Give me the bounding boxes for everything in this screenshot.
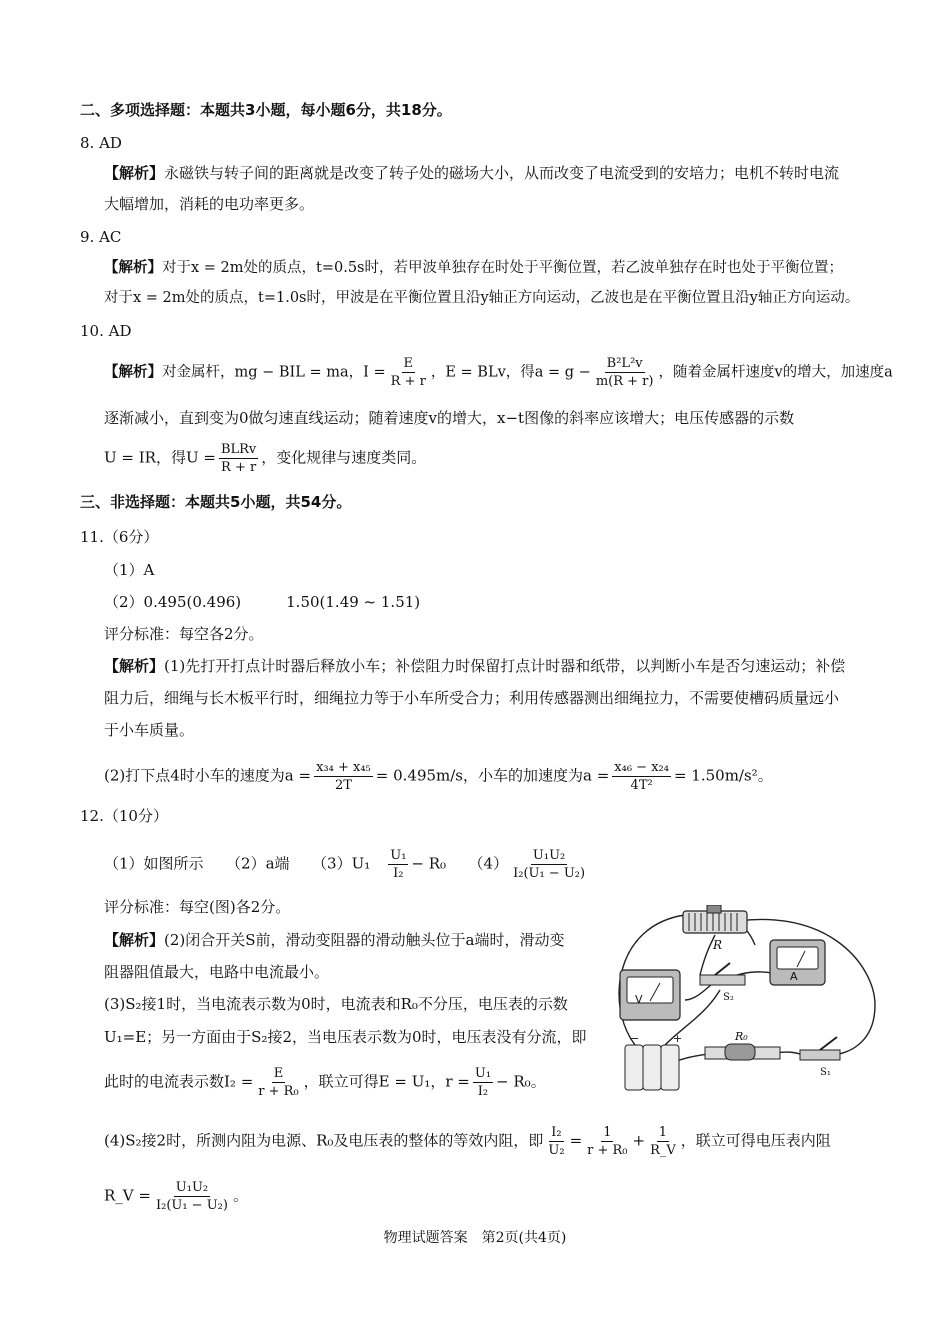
q10-analysis-line-3 — [104, 442, 426, 475]
q12-text-5b: ，联立可得E = U₁，r = — [303, 1072, 470, 1091]
resistor-r0 — [705, 1044, 780, 1060]
q10-text-1a: 对金属杆，mg − BIL = ma，I = — [162, 364, 386, 381]
q12-text-5c: − R₀。 — [496, 1072, 546, 1091]
analysis-tag: 【解析】 — [104, 260, 162, 276]
q9-answer: 9. AC — [80, 228, 122, 246]
q11-text-4b: = 0.495m/s，小车的加速度为a = — [375, 766, 610, 785]
q11-analysis-line-2: 阻力后，细绳与长木板平行时，细绳拉力等于小车所受合力；利用传感器测出细绳拉力，不需要使槽码质量远小 — [104, 689, 840, 707]
q10-analysis-line-2: 逐渐减小，直到变为0做匀速直线运动；随着速度v的增大，x−t图像的斜率应该增大；电压传感器的示数 — [104, 409, 795, 427]
q12-text-7b: 。 — [232, 1186, 248, 1205]
analysis-tag: 【解析】 — [104, 364, 162, 381]
label-R: R — [713, 938, 723, 952]
section-2-title: 二、多项选择题：本题共3小题，每小题6分，共18分。 — [80, 101, 452, 119]
q11-analysis-line-3: 于小车质量。 — [104, 721, 195, 739]
q12-analysis-line-1 — [104, 930, 565, 950]
q9-text-1: 对于x = 2m处的质点，t=0.5s时，若甲波单独存在时处于平衡位置，若乙波单独存在时也处于平衡位置； — [162, 260, 843, 276]
fraction: $\frac{E}{R + r}$ — [390, 356, 426, 389]
rheostat — [683, 905, 747, 933]
fraction: $\frac{1}{\text{r + R₀}}$ — [587, 1125, 628, 1158]
q8-text-1: 永磁铁与转子间的距离就是改变了转子处的磁场大小，从而改变了电流受到的安培力；电机不转时电流 — [164, 164, 840, 182]
fraction: $\frac{\text{B²L²v}}{m(R + r)}$ — [595, 356, 654, 389]
fraction: $\frac{\text{I₂}}{\text{U₂}}$ — [548, 1125, 565, 1158]
fraction: $\frac{\text{U₁U₂}}{\text{I₂(U₁ − U₂)}}$ — [155, 1180, 228, 1213]
q12-score: 评分标准：每空(图)各2分。 — [104, 898, 291, 916]
q12-answer-text: （1）如图所示 （2）a端 （3）U₁ — [104, 854, 386, 873]
fraction: $\frac{\text{U₁}}{\text{I₂}}$ — [474, 1066, 492, 1099]
q12-answers — [104, 848, 590, 881]
q12-text-7a: R_V = — [104, 1186, 151, 1205]
q9-analysis-line-1 — [104, 258, 843, 278]
switch-s2 — [700, 963, 745, 985]
q8-analysis-line-2: 大幅增加，消耗的电功率更多。 — [104, 195, 315, 213]
q10-text-3b: ，变化规律与速度类同。 — [261, 448, 427, 467]
q10-answer: 10. AD — [80, 322, 132, 340]
label-plus: + — [673, 1032, 683, 1045]
q11-analysis-line-1 — [104, 656, 845, 676]
q12-head: 12.（10分） — [80, 807, 168, 825]
q12-text-1: (2)闭合开关S前，滑动变阻器的滑动触头位于a端时，滑动变 — [164, 931, 565, 949]
label-S2: S₂ — [723, 992, 734, 1003]
q11-answer-2: （2）0.495(0.496) 1.50(1.49 ~ 1.51) — [104, 593, 421, 611]
q11-text-4a: (2)打下点4时小车的速度为a = — [104, 766, 312, 785]
q12-analysis-line-2: 阻器阻值最大，电路中电流最小。 — [104, 963, 330, 981]
q12-text-6b: = — [569, 1131, 583, 1150]
label-R0: R₀ — [735, 1030, 748, 1043]
fraction: $\frac{\text{x₄₆ − x₂₄}}{\text{4T²}}$ — [614, 760, 669, 793]
q10-text-1b: ，E = BLv，得a = g − — [430, 364, 591, 381]
q12-text-5a: 此时的电流表示数I₂ = — [104, 1072, 254, 1091]
switch-s1 — [800, 1037, 840, 1060]
fraction: $\frac{\text{BLRv}}{R + r}$ — [220, 442, 257, 475]
label-V: V — [635, 993, 643, 1006]
page-footer: 物理试题答案 第2页(共4页) — [383, 1230, 567, 1246]
q9-analysis-line-2: 对于x = 2m处的质点，t=1.0s时，甲波是在平衡位置且沿y轴正方向运动，乙波也是在平衡位置且沿y轴正方向运动。 — [104, 290, 860, 306]
circuit-diagram — [605, 905, 880, 1100]
q10-analysis-line-1 — [104, 356, 893, 389]
fraction: $\frac{\text{x₃₄ + x₄₅}}{2T}$ — [316, 760, 371, 793]
section-3-title: 三、非选择题：本题共5小题，共54分。 — [80, 493, 352, 511]
q11-answer-1: （1）A — [104, 561, 155, 579]
q12-analysis-line-5 — [104, 1066, 546, 1099]
q12-text-6c: + — [632, 1131, 646, 1150]
q12-analysis-line-4: U₁=E；另一方面由于S₂接2，当电压表示数为0时，电压表没有分流，即 — [104, 1028, 587, 1046]
q10-text-1c: ，随着金属杆速度v的增大，加速度a — [658, 364, 893, 381]
fraction: $\frac{\text{U₁}}{\text{I₂}}$ — [390, 848, 407, 881]
label-S1: S₁ — [820, 1067, 831, 1078]
q12-analysis-line-6 — [104, 1125, 831, 1158]
fraction: $\frac{\text{U₁U₂}}{\text{I₂(U₁ − U₂)}}$ — [513, 848, 586, 881]
q12-answer-mid: − R₀ （4） — [411, 854, 509, 873]
q12-text-6d: ，联立可得电压表内阻 — [680, 1131, 831, 1150]
analysis-tag: 【解析】 — [104, 931, 165, 949]
q12-text-6a: (4)S₂接2时，所测内阻为电源、R₀及电压表的整体的等效内阻，即 — [104, 1131, 544, 1150]
q8-answer: 8. AD — [80, 134, 122, 152]
q12-analysis-line-3: (3)S₂接1时，当电流表示数为0时，电流表和R₀不分压，电压表的示数 — [104, 995, 568, 1013]
q8-analysis-line-1 — [104, 163, 839, 183]
q11-head: 11.（6分） — [80, 528, 159, 546]
q11-text-4c: = 1.50m/s²。 — [673, 766, 773, 785]
q12-analysis-line-7 — [104, 1180, 248, 1213]
q11-text-1: (1)先打开打点计时器后释放小车；补偿阻力时保留打点计时器和纸带，以判断小车是否匀速运动；补偿 — [164, 657, 846, 675]
label-minus: − — [630, 1032, 640, 1045]
q11-analysis-line-4 — [104, 760, 773, 793]
battery — [625, 1045, 679, 1090]
fraction: $\frac{1}{R\_V}$ — [650, 1125, 676, 1158]
label-A: A — [790, 970, 798, 983]
analysis-tag: 【解析】 — [104, 657, 165, 675]
analysis-tag: 【解析】 — [104, 164, 165, 182]
fraction: $\frac{E}{\text{r + R₀}}$ — [258, 1066, 299, 1099]
q10-text-3a: U = IR，得U = — [104, 448, 216, 467]
wire — [685, 983, 713, 1000]
voltmeter — [620, 970, 680, 1020]
q11-score: 评分标准：每空各2分。 — [104, 625, 264, 643]
